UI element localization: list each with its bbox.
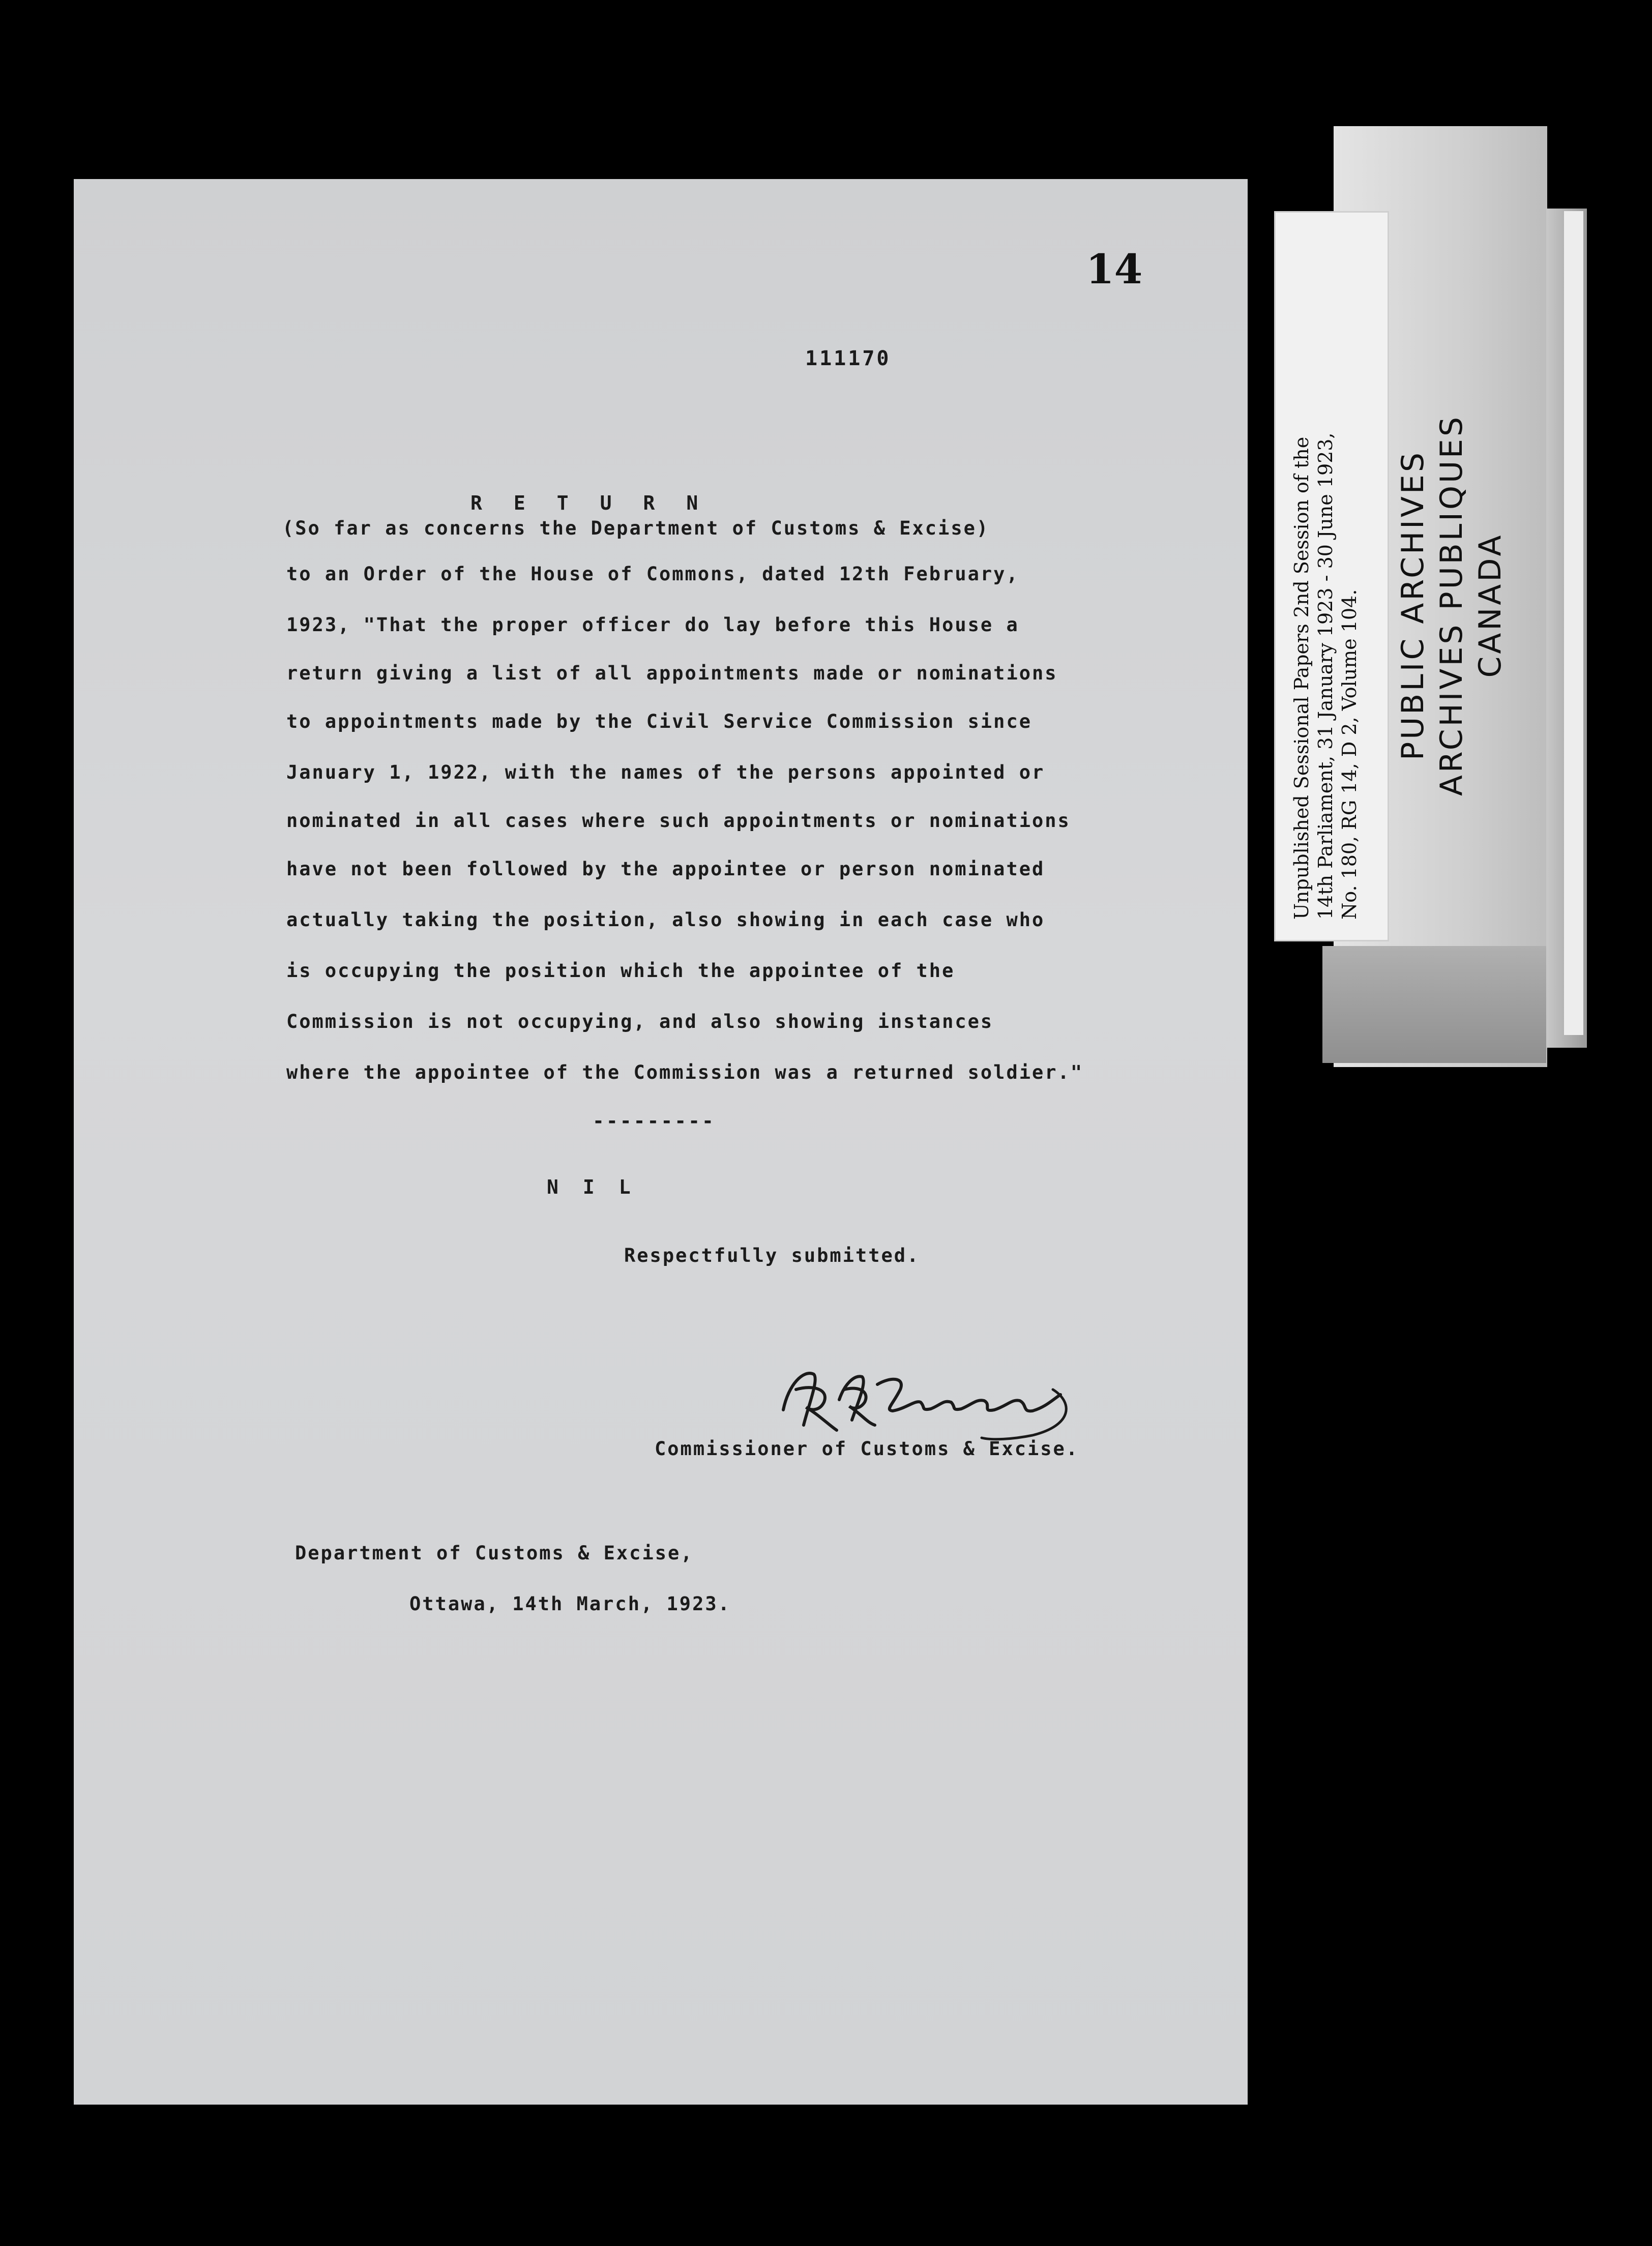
citation-line: 14th Parliament, 31 January 1923 - 30 June 1923, bbox=[1314, 432, 1337, 920]
body-line: (So far as concerns the Department of Customs & Excise) bbox=[282, 517, 990, 539]
body-line: actually taking the position, also showing in each case who bbox=[286, 909, 1045, 931]
document-sheet bbox=[74, 179, 1248, 2105]
body-line: have not been followed by the appointee or person nominated bbox=[286, 858, 1045, 880]
body-line: return giving a list of all appointments made or nominations bbox=[286, 662, 1058, 684]
body-line: 1923, "That the proper officer do lay before this House a bbox=[286, 614, 1019, 636]
place-date-line: Ottawa, 14th March, 1923. bbox=[409, 1593, 731, 1615]
body-line: Commission is not occupying, and also showing instances bbox=[286, 1011, 994, 1032]
body-line: January 1, 1922, with the names of the persons appointed or bbox=[286, 761, 1045, 783]
body-line: where the appointee of the Commission was a returned soldier." bbox=[286, 1061, 1084, 1083]
archives-stamp bbox=[1394, 397, 1510, 814]
citation-line: No. 180, RG 14, D 2, Volume 104. bbox=[1338, 589, 1361, 920]
body-line: nominated in all cases where such appointments or nominations bbox=[286, 810, 1071, 832]
archives-line: ARCHIVES PUBLIQUES bbox=[1434, 414, 1469, 796]
page-number: 14 bbox=[1086, 245, 1143, 293]
closing-line: Respectfully submitted. bbox=[624, 1245, 920, 1266]
body-line: is occupying the position which the appointee of the bbox=[286, 960, 955, 982]
archive-citation-card bbox=[1274, 211, 1389, 941]
archives-line: CANADA bbox=[1472, 533, 1508, 678]
archive-card-edge-strip bbox=[1564, 211, 1583, 1035]
citation-line: Unpublished Sessional Papers 2nd Session of the bbox=[1290, 436, 1313, 920]
archives-line: PUBLIC ARCHIVES bbox=[1395, 450, 1431, 760]
document-number: 111170 bbox=[805, 347, 891, 370]
body-line: to appointments made by the Civil Service Commission since bbox=[286, 711, 1032, 732]
result-nil: NIL bbox=[547, 1176, 655, 1198]
archive-citation bbox=[1290, 432, 1362, 920]
department-line: Department of Customs & Excise, bbox=[295, 1542, 694, 1564]
signatory-title: Commissioner of Customs & Excise. bbox=[655, 1438, 1079, 1460]
archive-card-backing-bottom bbox=[1322, 946, 1546, 1063]
divider-line: --------- bbox=[593, 1110, 716, 1132]
return-heading: RETURN bbox=[470, 492, 730, 514]
body-line: to an Order of the House of Commons, dated 12th February, bbox=[286, 563, 1019, 585]
